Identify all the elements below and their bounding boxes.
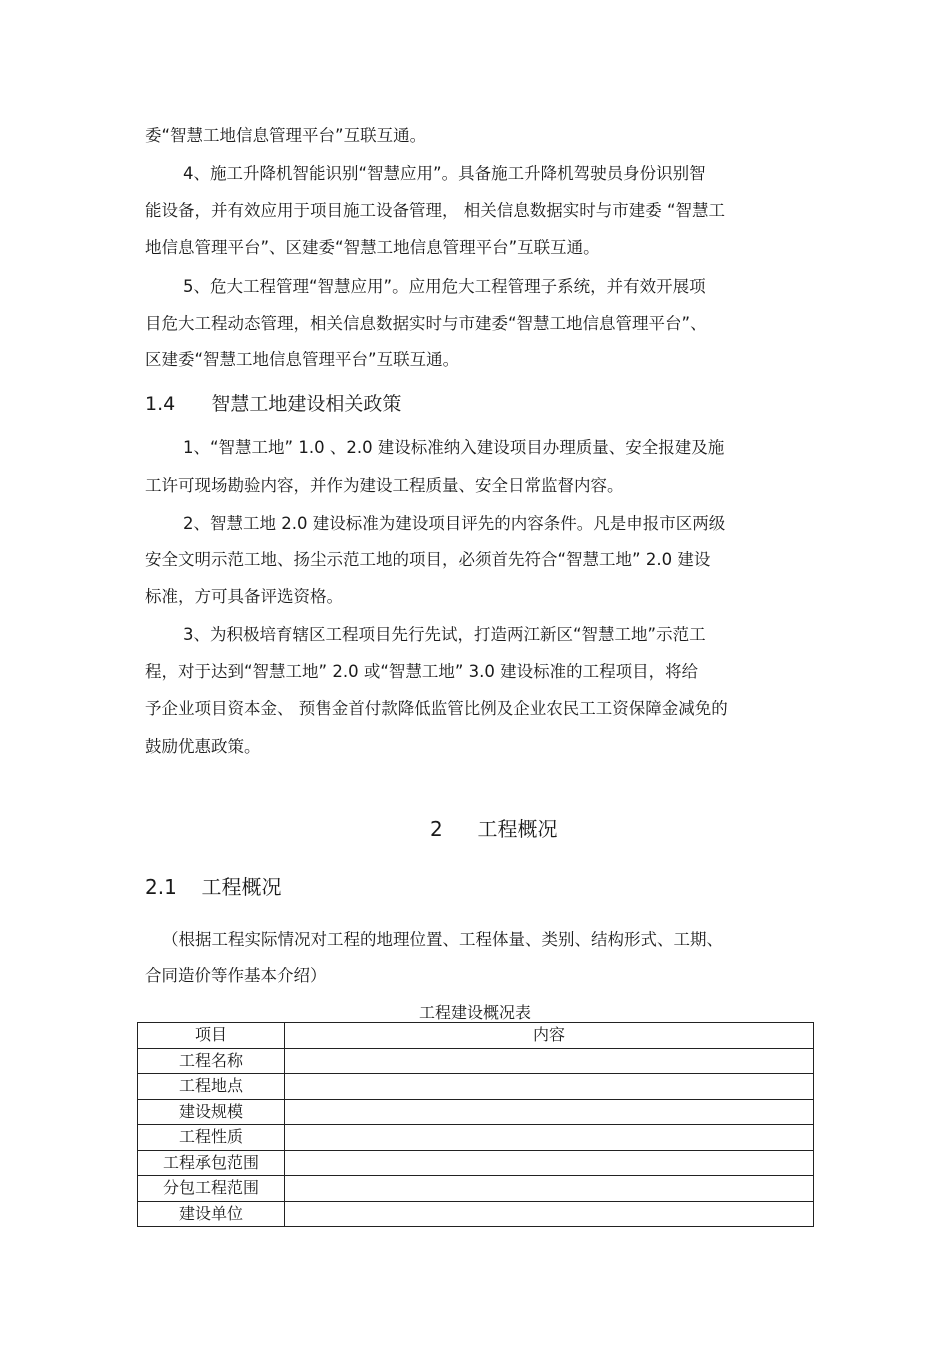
paragraph-line: 地信息管理平台”、区建委“智慧工地信息管理平台”互联互通。 [145, 238, 600, 257]
row-label: 建设单位 [138, 1201, 285, 1227]
header-item: 项目 [138, 1023, 285, 1049]
note-line: 合同造价等作基本介绍） [145, 966, 327, 985]
row-value-cell[interactable] [285, 1176, 814, 1202]
paragraph-line: 能设备，并有效应用于项目施工设备管理， 相关信息数据实时与市建委 “智慧工 [145, 201, 726, 220]
row-value-cell[interactable] [285, 1125, 814, 1151]
paragraph-line: 目危大工程动态管理，相关信息数据实时与市建委“智慧工地信息管理平台”、 [145, 314, 707, 333]
row-label: 分包工程范围 [138, 1176, 285, 1202]
paragraph-line: 3、为积极培育辖区工程项目先行先试，打造两江新区“智慧工地”示范工 [183, 625, 706, 644]
paragraph-line: 安全文明示范工地、扬尘示范工地的项目，必须首先符合“智慧工地” 2.0 建设 [145, 550, 711, 569]
paragraph-line: 程，对于达到“智慧工地” 2.0 或“智慧工地” 3.0 建设标准的工程项目，将给 [145, 662, 699, 681]
paragraph-line: 鼓励优惠政策。 [145, 737, 261, 756]
table-row [138, 1201, 814, 1227]
row-value-cell[interactable] [285, 1048, 814, 1074]
table-row [138, 1074, 814, 1100]
paragraph-line: 5、危大工程管理“智慧应用”。应用危大工程管理子系统，并有效开展项 [183, 277, 706, 296]
table-row [138, 1048, 814, 1074]
section-number: 1.4 [145, 393, 176, 415]
paragraph-line: 2、智慧工地 2.0 建设标准为建设项目评先的内容条件。凡是申报市区两级 [183, 514, 726, 533]
table-row [138, 1176, 814, 1202]
row-label: 建设规模 [138, 1099, 285, 1125]
section-title: 工程概况 [201, 875, 282, 899]
chapter-title: 工程概况 [477, 817, 558, 841]
row-label: 工程地点 [138, 1074, 285, 1100]
row-label: 工程承包范围 [138, 1150, 285, 1176]
project-overview-table [137, 1022, 814, 1227]
chapter-heading-2 [430, 817, 557, 841]
row-label: 工程性质 [138, 1125, 285, 1151]
paragraph-line: 区建委“智慧工地信息管理平台”互联互通。 [145, 350, 460, 369]
row-value-cell[interactable] [285, 1074, 814, 1100]
row-value-cell[interactable] [285, 1099, 814, 1125]
section-title: 智慧工地建设相关政策 [211, 393, 402, 415]
header-content: 内容 [285, 1023, 814, 1049]
section-heading-2-1 [145, 875, 282, 899]
section-number: 2.1 [145, 875, 177, 899]
section-heading-1-4 [145, 392, 401, 416]
table-row [138, 1150, 814, 1176]
paragraph-line: 委“智慧工地信息管理平台”互联互通。 [145, 126, 427, 145]
note-line: （根据工程实际情况对工程的地理位置、工程体量、类别、结构形式、工期、 [162, 930, 723, 949]
table-header-row [138, 1023, 814, 1049]
table-caption: 工程建设概况表 [418, 1003, 531, 1022]
paragraph-line: 工许可现场勘验内容，并作为建设工程质量、安全日常监督内容。 [145, 476, 624, 495]
row-label: 工程名称 [138, 1048, 285, 1074]
paragraph-line: 标准，方可具备评选资格。 [145, 587, 343, 606]
table-row [138, 1099, 814, 1125]
paragraph-line: 4、施工升降机智能识别“智慧应用”。具备施工升降机驾驶员身份识别智 [183, 164, 706, 183]
paragraph-line: 予企业项目资本金、 预售金首付款降低监管比例及企业农民工工资保障金减免的 [145, 699, 728, 718]
chapter-number: 2 [430, 817, 443, 841]
row-value-cell[interactable] [285, 1150, 814, 1176]
table-row [138, 1125, 814, 1151]
paragraph-line: 1、“智慧工地” 1.0 、2.0 建设标准纳入建设项目办理质量、安全报建及施 [183, 438, 725, 457]
row-value-cell[interactable] [285, 1201, 814, 1227]
